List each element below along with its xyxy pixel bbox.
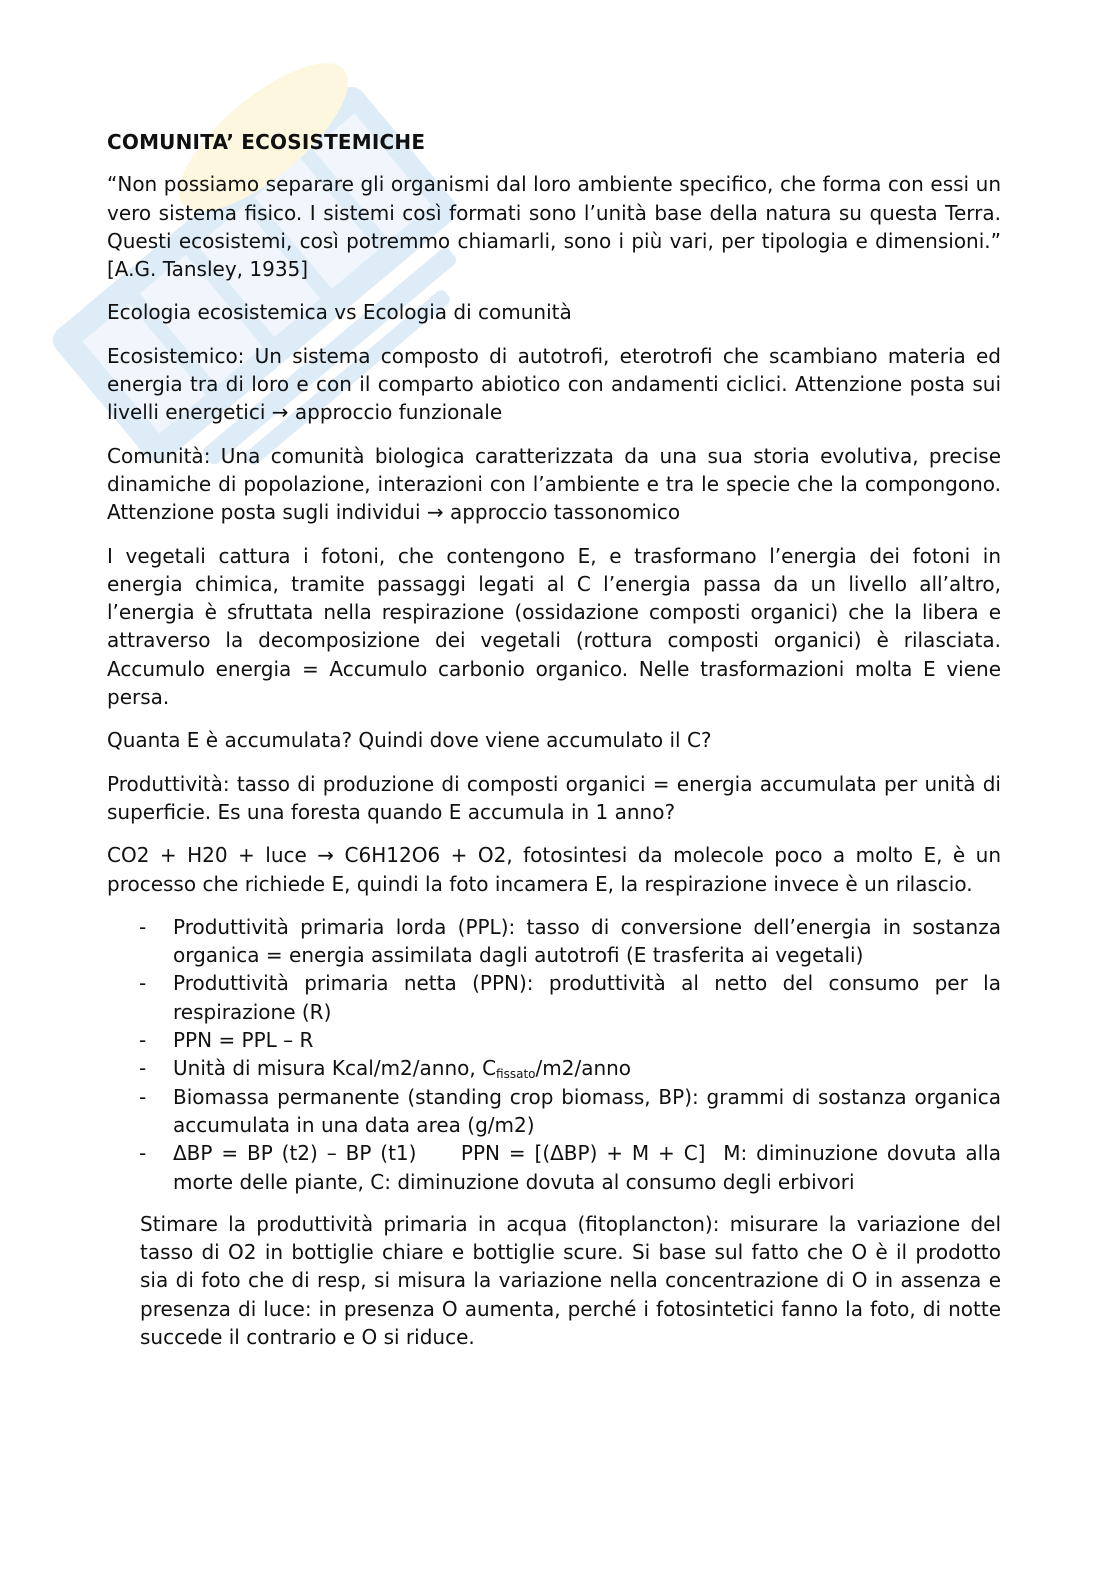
arrow-right-icon: → xyxy=(317,843,335,868)
list-item-units xyxy=(173,1056,631,1080)
dash-bullet: - xyxy=(139,971,147,996)
dash-bullet: - xyxy=(139,914,147,939)
produttivita-paragraph: Produttività: tasso di produzione di composti organici = energia accumulata per unità di superficie. Es una foresta quando E accumula in 1 anno? xyxy=(107,771,1001,824)
comunita-text: Comunità: Una comunità biologica caratterizzata da una sua storia evolutiva, precise dinamiche di popolazione, interazioni con l’ambiente e tra le specie che la compongono. Attenzione posta sugli individui xyxy=(107,443,1001,525)
definitions-list xyxy=(107,913,1008,1196)
list-item-delta: ΔBP = BP (t2) – BP (t1) PPN = [(ΔBP) + M + C] M: diminuzione dovuta alla morte delle piante, C: diminuzione dovuta al consumo degli erbivori xyxy=(173,1141,1008,1194)
list-item xyxy=(107,913,1001,970)
list-item-biomassa: Biomassa permanente (standing crop biomass, BP): grammi di sostanza organica accumulata in una data area (g/m2) xyxy=(173,1084,1001,1137)
list-item xyxy=(107,1026,1001,1054)
arrow-right-icon: → xyxy=(426,500,444,525)
ecosistemico-text: Ecosistemico: Un sistema composto di autotrofi, eterotrofi che scambiano materia ed energia tra di loro e con il comparto abiotico con andamenti ciclici. Attenzione posta sui livelli energetici xyxy=(107,343,1001,425)
subtitle-paragraph: Ecologia ecosistemica vs Ecologia di comunità xyxy=(107,300,572,325)
dash-bullet: - xyxy=(139,1141,147,1166)
units-tail: /m2/anno xyxy=(535,1056,632,1081)
ecosistemico-paragraph xyxy=(107,342,1001,427)
list-item-formula: PPN = PPL – R xyxy=(173,1028,314,1053)
dash-bullet: - xyxy=(139,1028,147,1053)
dash-bullet: - xyxy=(139,1084,147,1109)
reaction-paragraph xyxy=(107,841,1001,898)
list-item-ppl: Produttività primaria lorda (PPL): tasso di conversione dell’energia in sostanza organica = energia assimilata dagli autotrofi (E trasferita ai vegetali) xyxy=(173,914,1001,968)
question-paragraph: Quanta E è accumulata? Quindi dove viene accumulato il C? xyxy=(107,728,712,753)
units-text: Unità di misura Kcal/m2/anno, C xyxy=(173,1056,497,1081)
list-item xyxy=(107,1139,1008,1196)
list-item xyxy=(107,1054,1001,1082)
reaction-head: CO2 + H20 + luce xyxy=(107,843,307,868)
list-item xyxy=(107,1083,1001,1140)
stimare-paragraph: Stimare la produttività primaria in acqua (fitoplancton): misurare la variazione del tasso di O2 in bottiglie chiare e bottiglie scure. Si base sul fatto che O è il prodotto sia di foto che di resp, si misura la variazione nella concentrazione di O in assenza e presenza di luce: in presenza O aumenta, perché i fotosintetici fanno la foto, di notte succede il contrario e O si riduce. xyxy=(140,1211,1001,1349)
list-item xyxy=(107,969,1001,1026)
list-item-ppn: Produttività primaria netta (PPN): produttività al netto del consumo per la respirazione (R) xyxy=(173,971,1001,1024)
arrow-right-icon: → xyxy=(271,400,289,425)
tansley-quote: “Non possiamo separare gli organismi dal loro ambiente specifico, che forma con essi un vero sistema fisico. I sistemi così formati sono l’unità base della natura su questa Terra. Questi ecosistemi, così potremmo chiamarli, sono i più vari, per tipologia e dimensioni.” [A.G. Tansley, 1935] xyxy=(107,172,1001,282)
units-subscript: fissato xyxy=(496,1067,536,1082)
dash-bullet: - xyxy=(139,1056,147,1081)
reaction-tail: C6H12O6 + O2, fotosintesi da molecole poco a molto E, è un processo che richiede E, quindi la foto incamera E, la respirazione invece è un rilascio. xyxy=(107,843,1002,896)
ecosistemico-tail: approccio funzionale xyxy=(294,400,503,425)
document-page xyxy=(107,128,1008,1366)
comunita-tail: approccio tassonomico xyxy=(449,500,681,525)
comunita-paragraph xyxy=(107,442,1001,527)
page-title: COMUNITA’ ECOSISTEMICHE xyxy=(107,130,426,154)
vegetali-paragraph: I vegetali cattura i fotoni, che contengono E, e trasformano l’energia dei fotoni in energia chimica, tramite passaggi legati al C l’energia passa da un livello all’altro, l’energia è sfruttata nella respirazione (ossidazione composti organici) che la libera e attraverso la decomposizione dei vegetali (rottura composti organici) è rilasciata. Accumulo energia = Accumulo carbonio organico. Nelle trasformazioni molta E viene persa. xyxy=(107,543,1001,710)
